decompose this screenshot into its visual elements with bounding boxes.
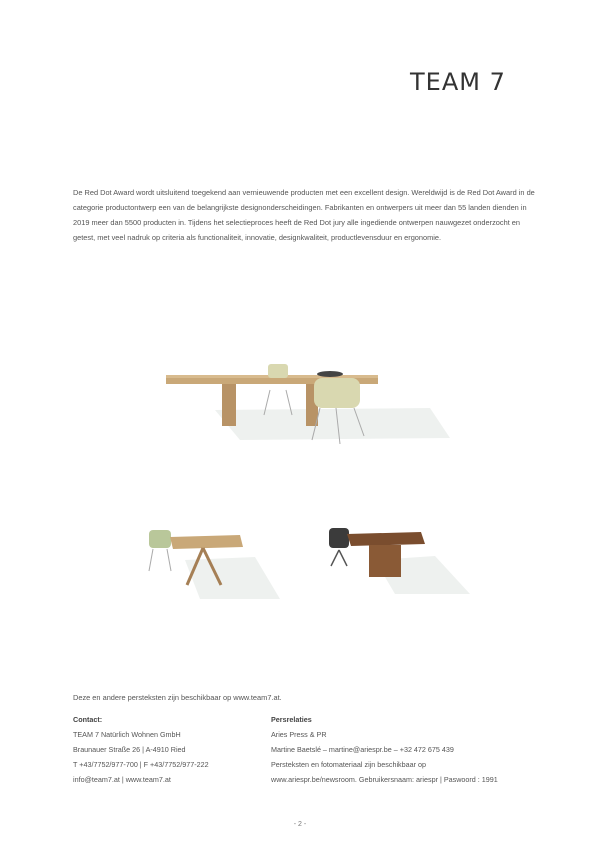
- page-number: - 2 -: [293, 821, 307, 828]
- team7-logo: TEAM 7: [410, 68, 506, 96]
- table-photo-right: [325, 522, 475, 602]
- press-line: Martine Baetslé – martine@ariespr.be – +32 472 675 439: [271, 745, 454, 754]
- table-photo-main: [160, 360, 460, 450]
- contact-block: [73, 712, 209, 787]
- contact-line: Braunauer Straße 26 | A-4910 Ried: [73, 745, 186, 754]
- press-line[interactable]: www.ariespr.be/newsroom. Gebruikersnaam: ariespr | Paswoord : 1991: [271, 775, 498, 784]
- contact-line: T +43/7752/977-700 | F +43/7752/977-222: [73, 760, 209, 769]
- intro-paragraph: De Red Dot Award wordt uitsluitend toegekend aan vernieuwende producten met een excellent design. Wereldwijd is de Red Dot Award in de categorie productontwerp een van de belangrijkste designonderscheidingen. Fabrikanten en ontwerpers uit meer dan 55 landen dienden in 2019 meer dan 5500 producten in. Tijdens het selectieproces heeft de Red Dot jury alle ingediende ontwerpen nauwgezet onderzocht en getest, met veel nadruk op criteria als functionaliteit, innovatie, designkwaliteit, productlevensduur en ergonomie.: [73, 188, 535, 242]
- press-line: Persteksten en fotomateriaal zijn beschikbaar op: [271, 760, 427, 769]
- contact-line[interactable]: info@team7.at | www.team7.at: [73, 775, 171, 784]
- table-photo-left: [145, 525, 285, 605]
- press-heading: Persrelaties: [271, 715, 312, 724]
- press-line: Aries Press & PR: [271, 730, 327, 739]
- contact-line: TEAM 7 Natürlich Wohnen GmbH: [73, 730, 181, 739]
- footer-note: Deze en andere persteksten zijn beschikbaar op www.team7.at.: [73, 693, 282, 702]
- press-block: [271, 712, 498, 787]
- contact-heading: Contact:: [73, 715, 103, 724]
